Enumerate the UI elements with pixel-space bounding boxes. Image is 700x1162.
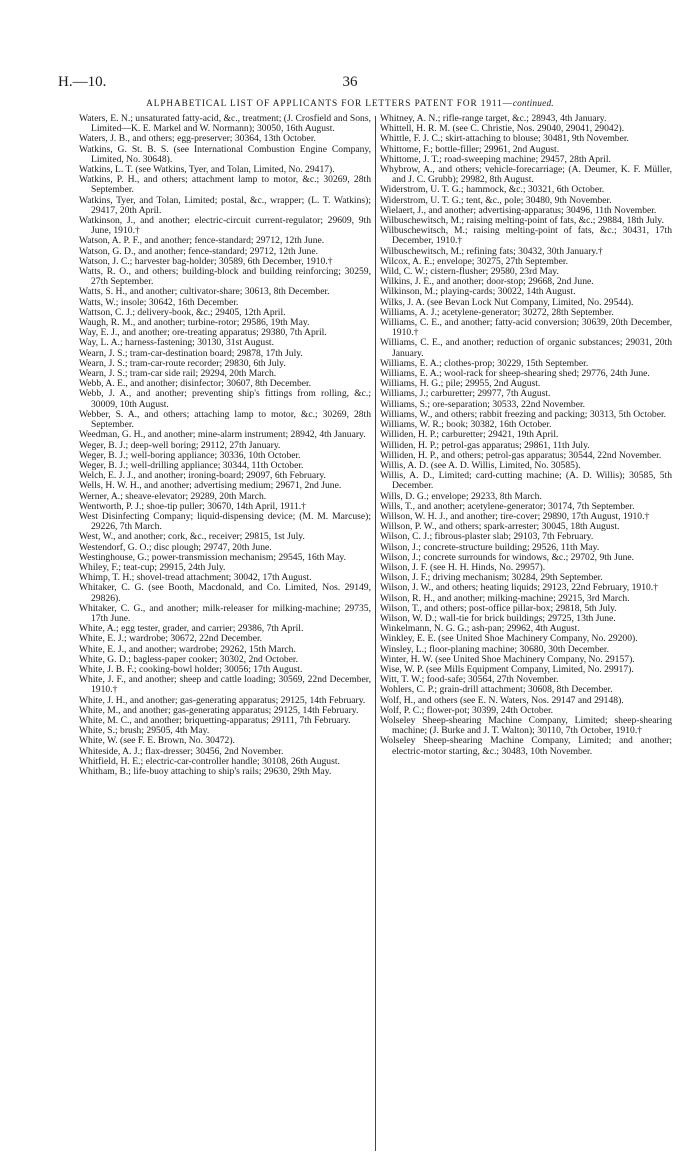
left-column — [79, 114, 371, 777]
list-entry: Wolseley Sheep-shearing Machine Company, Limited; sheep-shearing machine; (J. Burke and J. T. Walton); 30110, 7th October, 1910.† — [380, 714, 672, 737]
list-entry: Weger, B. J.; well-drilling appliance; 30344, 11th October. — [79, 459, 304, 471]
list-entry: Williams, A. J.; acetylene-generator; 30272, 28th September. — [380, 306, 614, 318]
list-entry: Wilson, T., and others; post-office pillar-box; 29818, 5th July. — [380, 602, 617, 614]
list-entry: Webb, A. E., and another; disinfector; 30607, 8th December. — [79, 378, 312, 390]
list-entry: Wilks, J. A. (see Bevan Lock Nut Company, Limited, No. 29544). — [380, 296, 634, 308]
list-entry: Whitney, A. N.; rifle-range target, &c.; 28943, 4th January. — [380, 113, 607, 124]
list-entry: Whimp, T. H.; shovel-tread attachment; 30042, 17th August. — [79, 572, 312, 584]
list-entry: Wolseley Sheep-shearing Machine Company, Limited; and another; electric-motor starting, &c.; 30483, 10th November. — [380, 735, 672, 757]
list-entry: Whittle, F. J. C.; skirt-attaching to blouse; 30481, 9th November. — [380, 133, 629, 145]
list-entry: Welch, E. J. J., and another; ironing-board; 29097, 6th February. — [79, 470, 326, 482]
list-entry: White, E. J., and another; wardrobe; 29262, 15th March. — [79, 643, 296, 655]
list-entry: Weger, B. J.; deep-well boring; 29112, 27th January. — [79, 439, 281, 451]
list-entry: Winkelmann, N. G. G.; ash-pan; 29962, 4th August. — [380, 623, 580, 635]
list-entry: Wentworth, P. J.; shoe-tip puller; 30670, 14th April, 1911.† — [79, 500, 306, 512]
list-entry: Whiteside, A. J.; flax-dresser; 30456, 2nd November. — [79, 745, 284, 757]
list-entry: Willson, P. W., and others; spark-arrester; 30045, 18th August. — [380, 521, 620, 533]
list-entry: Watson, A. P. F., and another; fence-standard; 29712, 12th June. — [79, 235, 325, 247]
list-entry: Westendorf, G. O.; disc plough; 29747, 20th June. — [79, 541, 272, 553]
list-entry: Wilbuschewitsch, M.; raising melting-point of fats, &c.; 30431, 17th December, 1910.† — [380, 225, 672, 247]
list-entry: Widerstrom, U. T. G.; tent, &c., pole; 30480, 9th November. — [380, 194, 612, 206]
list-entry: Wilcox, A. E.; envelope; 30275, 27th September. — [380, 255, 568, 267]
list-entry: Weger, B. J.; well-boring appliance; 30336, 10th October. — [79, 449, 301, 461]
list-entry: Wohlers, C. P.; grain-drill attachment; 30608, 8th December. — [380, 684, 613, 696]
list-entry: Watts, S. H., and another; cultivator-share; 30613, 8th December. — [79, 286, 330, 298]
list-entry: Wilson, R. H., and another; milking-machine; 29215, 3rd March. — [380, 592, 630, 604]
page-heading — [0, 99, 700, 109]
list-entry: Way, L. A.; harness-fastening; 30130, 31st August. — [79, 337, 274, 349]
list-entry: West, W., and another; cork, &c., receiver; 29815, 1st July. — [79, 531, 305, 543]
list-entry: Whitaker, C. G. (see Booth, Macdonald, and Co. Limited, Nos. 29149, 29826). — [79, 582, 371, 604]
list-entry: Williams, E. A.; clothes-prop; 30229, 15th September. — [380, 357, 589, 369]
list-entry: West Disinfecting Company; liquid-dispensing device; (M. M. Marcuse); 29226, 7th March. — [79, 510, 371, 533]
list-entry: Watson, G. D., and another; fence-standard; 29712, 12th June. — [79, 245, 319, 257]
list-entry: Watson, J. C.; harvester bag-holder; 30589, 6th December, 1910.† — [79, 255, 333, 267]
list-entry: Waters, J. B., and others; egg-preserver; 30364, 13th October. — [79, 133, 316, 145]
list-entry: Wolf, H., and others (see E. N. Waters, Nos. 29147 and 29148). — [380, 694, 624, 706]
list-entry: Witt, T. W.; food-safe; 30564, 27th November. — [380, 674, 559, 686]
list-entry: Waugh, R. M., and another; turbine-rotor; 29586, 19th May. — [79, 317, 310, 329]
list-entry: Wolf, P. C.; flower-pot; 30399, 24th October. — [380, 704, 554, 716]
document-code: H.—10. — [58, 74, 107, 90]
list-entry: Watkins, L. T. (see Watkins, Tyer, and Tolan, Limited, No. 29417). — [79, 164, 335, 176]
list-entry: White, M., and another; gas-generating apparatus; 29125, 14th February. — [79, 704, 359, 716]
list-entry: Whitaker, C. G., and another; milk-releaser for milking-machine; 29735, 17th June. — [79, 602, 371, 624]
list-entry: Wise, W. P. (see Mills Equipment Company, Limited, No. 29917). — [380, 663, 634, 675]
list-entry: Winter, H. W. (see United Shoe Machinery Company, No. 29157). — [380, 653, 635, 665]
list-entry: Way, E. J., and another; ore-treating apparatus; 29380, 7th April. — [79, 327, 327, 339]
heading-title: ALPHABETICAL LIST OF APPLICANTS FOR LETTERS PATENT FOR 1911— — [146, 99, 513, 109]
list-entry: Wearn, J. S.; tram-car side rail; 29294, 20th March. — [79, 368, 277, 380]
list-entry: Wattson, C. J.; delivery-book, &c.; 29405, 12th April. — [79, 306, 286, 318]
list-entry: Williden, H. P., and others; petrol-gas apparatus; 30544, 22nd November. — [380, 449, 662, 461]
list-entry: White, E. J.; wardrobe; 30672, 22nd December. — [79, 633, 263, 645]
list-entry: Wearn, J. S.; tram-car-destination board; 29878, 17th July. — [79, 347, 303, 359]
list-entry: White, J. F., and another; sheep and cattle loading; 30569, 22nd December, 1910.† — [79, 674, 371, 696]
list-entry: Waters, E. N.; unsaturated fatty-acid, &c., treatment; (J. Crosfield and Sons, Limited—K. E. Markel and W. Normann); 30050, 16th August. — [79, 113, 371, 135]
list-entry: Williden, H. P.; petrol-gas apparatus; 29861, 11th July. — [380, 439, 590, 451]
list-entry: White, W. (see F. E. Brown, No. 30472). — [79, 735, 235, 747]
list-entry: Williams, W., and others; rabbit freezing and packing; 30313, 5th October. — [380, 408, 667, 420]
list-entry: Williams, J.; carburetter; 29977, 7th August. — [380, 388, 551, 400]
right-column — [380, 114, 672, 757]
list-entry: Webb, J. A., and another; preventing ship's fittings from rolling, &c.; 30009, 10th August. — [79, 388, 371, 410]
list-entry: Wearn, J. S.; tram-car-route recorder; 29830, 6th July. — [79, 357, 286, 369]
list-entry: White, A.; egg tester, grader, and carrier; 29386, 7th April. — [79, 623, 304, 635]
list-entry: Whitfield, H. E.; electric-car-controller handle; 30108, 26th August. — [79, 755, 340, 767]
list-entry: Watkins, Tyer, and Tolan, Limited; postal, &c., wrapper; (L. T. Watkins); 29417, 20th April. — [79, 194, 371, 216]
list-entry: Winsley, L.; floor-planing machine; 30680, 30th December. — [380, 643, 609, 655]
list-entry: Williams, C. E., and another; reduction of organic substances; 29031, 20th January. — [380, 337, 672, 359]
list-entry: Wilson, J. F.; driving mechanism; 30284, 29th September. — [380, 572, 603, 584]
list-entry: Willson, W. H. J., and another; tire-cover; 29890, 17th August, 1910.† — [380, 510, 650, 522]
list-entry: Wills, T., and another; acetylene-generator; 30174, 7th September. — [380, 500, 635, 512]
list-entry: Wells, H. W. H., and another; advertising medium; 29671, 2nd June. — [79, 480, 342, 492]
list-entry: Williams, S.; ore-separation; 30533, 22nd November. — [380, 398, 586, 410]
list-entry: Wilkins, J. E., and another; door-stop; 29668, 2nd June. — [380, 276, 594, 288]
list-entry: Willis, A. D., Limited; card-cutting machine; (A. D. Willis); 30585, 5th December. — [380, 470, 672, 492]
list-entry: Wilkinson, M.; playing-cards; 30022, 14th August. — [380, 286, 576, 298]
list-entry: Wills, D. G.; envelope; 29233, 8th March. — [380, 490, 542, 502]
heading-continued: continued. — [512, 99, 554, 109]
list-entry: Wilson, J.; concrete surrounds for windows, &c.; 29702, 9th June. — [380, 551, 635, 563]
list-entry: Westinghouse, G.; power-transmission mechanism; 29545, 16th May. — [79, 551, 347, 563]
list-entry: Whybrow, A., and others; vehicle-forecarriage; (A. Deumer, K. F. Müller, and J. C. Grubb); 29982, 8th August. — [380, 164, 672, 186]
list-entry: Williden, H. P.; carburetter; 29421, 19th April. — [380, 429, 559, 441]
list-entry: Wielaert, J., and another; advertising-apparatus; 30496, 11th November. — [380, 204, 657, 216]
list-entry: Wilbuschewitsch, M.; refining fats; 30432, 30th January.† — [380, 245, 603, 257]
list-entry: Winkley, E. E. (see United Shoe Machinery Company, No. 29200). — [380, 633, 638, 645]
list-entry: Werner, A.; sheave-elevator; 29289, 20th March. — [79, 490, 267, 502]
list-entry: Williams, E. A.; wool-rack for sheep-shearing shed; 29776, 24th June. — [380, 368, 650, 380]
list-entry: Wilson, J. W., and others; heating liquids; 29123, 22nd February, 1910.† — [380, 582, 658, 594]
page-number: 36 — [342, 74, 358, 90]
list-entry: Wilbuschewitsch, M.; raising melting-point of fats, &c.; 29884, 18th July. — [380, 215, 664, 227]
list-entry: Whitham, B.; life-buoy attaching to ship's rails; 29630, 29th May. — [79, 766, 332, 777]
list-entry: Whittell, H. R. M. (see C. Christie, Nos. 29040, 29041, 29042). — [380, 123, 625, 135]
entries-columns — [79, 114, 679, 1154]
list-entry: Wilson, J.; concrete-structure building; 29526, 11th May. — [380, 541, 600, 553]
list-entry: Whiley, F.; teat-cup; 29915, 24th July. — [79, 561, 226, 573]
list-entry: White, J. H., and another; gas-generating apparatus; 29125, 14th February. — [79, 694, 366, 706]
list-entry: Watts, W.; insole; 30642, 16th December. — [79, 296, 239, 308]
list-entry: Weedman, G. H., and another; mine-alarm instrument; 28942, 4th January. — [79, 429, 366, 441]
list-entry: White, S.; brush; 29505, 4th May. — [79, 725, 210, 737]
list-entry: Williams, W. R.; book; 30382, 16th October. — [380, 419, 552, 431]
list-entry: Wilson, C. J.; fibrous-plaster slab; 29103, 7th February. — [380, 531, 594, 543]
list-entry: Whittome, F.; bottle-filler; 29961, 2nd August. — [380, 143, 560, 155]
list-entry: Watts, R. O., and others; building-block and building reinforcing; 30259, 27th September. — [79, 266, 371, 288]
list-entry: Watkins, P. H., and others; attachment lamp to motor, &c.; 30269, 28th September. — [79, 174, 371, 196]
list-entry: Williams, H. G.; pile; 29955, 2nd August. — [380, 378, 541, 390]
list-entry: White, M. C., and another; briquetting-apparatus; 29111, 7th February. — [79, 714, 351, 726]
list-entry: Wilson, J. F. (see H. H. Hinds, No. 29957). — [380, 561, 546, 573]
column-divider — [375, 116, 376, 1151]
list-entry: Williams, C. E., and another; fatty-acid conversion; 30639, 20th December, 1910.† — [380, 317, 672, 339]
list-entry: Webber, S. A., and others; attaching lamp to motor, &c.; 30269, 28th September. — [79, 408, 371, 431]
list-entry: White, J. B. F.; cooking-bowl holder; 30056; 17th August. — [79, 663, 303, 675]
list-entry: Whittome, J. T.; road-sweeping machine; 29457, 28th April. — [380, 153, 611, 165]
list-entry: Wilson, W. D.; wall-tie for brick buildings; 29725, 13th June. — [380, 612, 616, 624]
list-entry: Watkinson, J., and another; electric-circuit current-regulator; 29609, 9th June, 1910.† — [79, 215, 371, 237]
list-entry: Wild, C. W.; cistern-flusher; 29580, 23rd May. — [380, 266, 559, 278]
list-entry: Willis, A. D. (see A. D. Willis, Limited, No. 30585). — [380, 459, 581, 471]
list-entry: Watkins, G. St. B. S. (see International Combustion Engine Company, Limited, No. 30648). — [79, 143, 371, 165]
list-entry: Widerstrom, U. T. G.; hammock, &c.; 30321, 6th October. — [380, 184, 605, 196]
list-entry: White, G. D.; bagless-paper cooker; 30302, 2nd October. — [79, 653, 298, 665]
